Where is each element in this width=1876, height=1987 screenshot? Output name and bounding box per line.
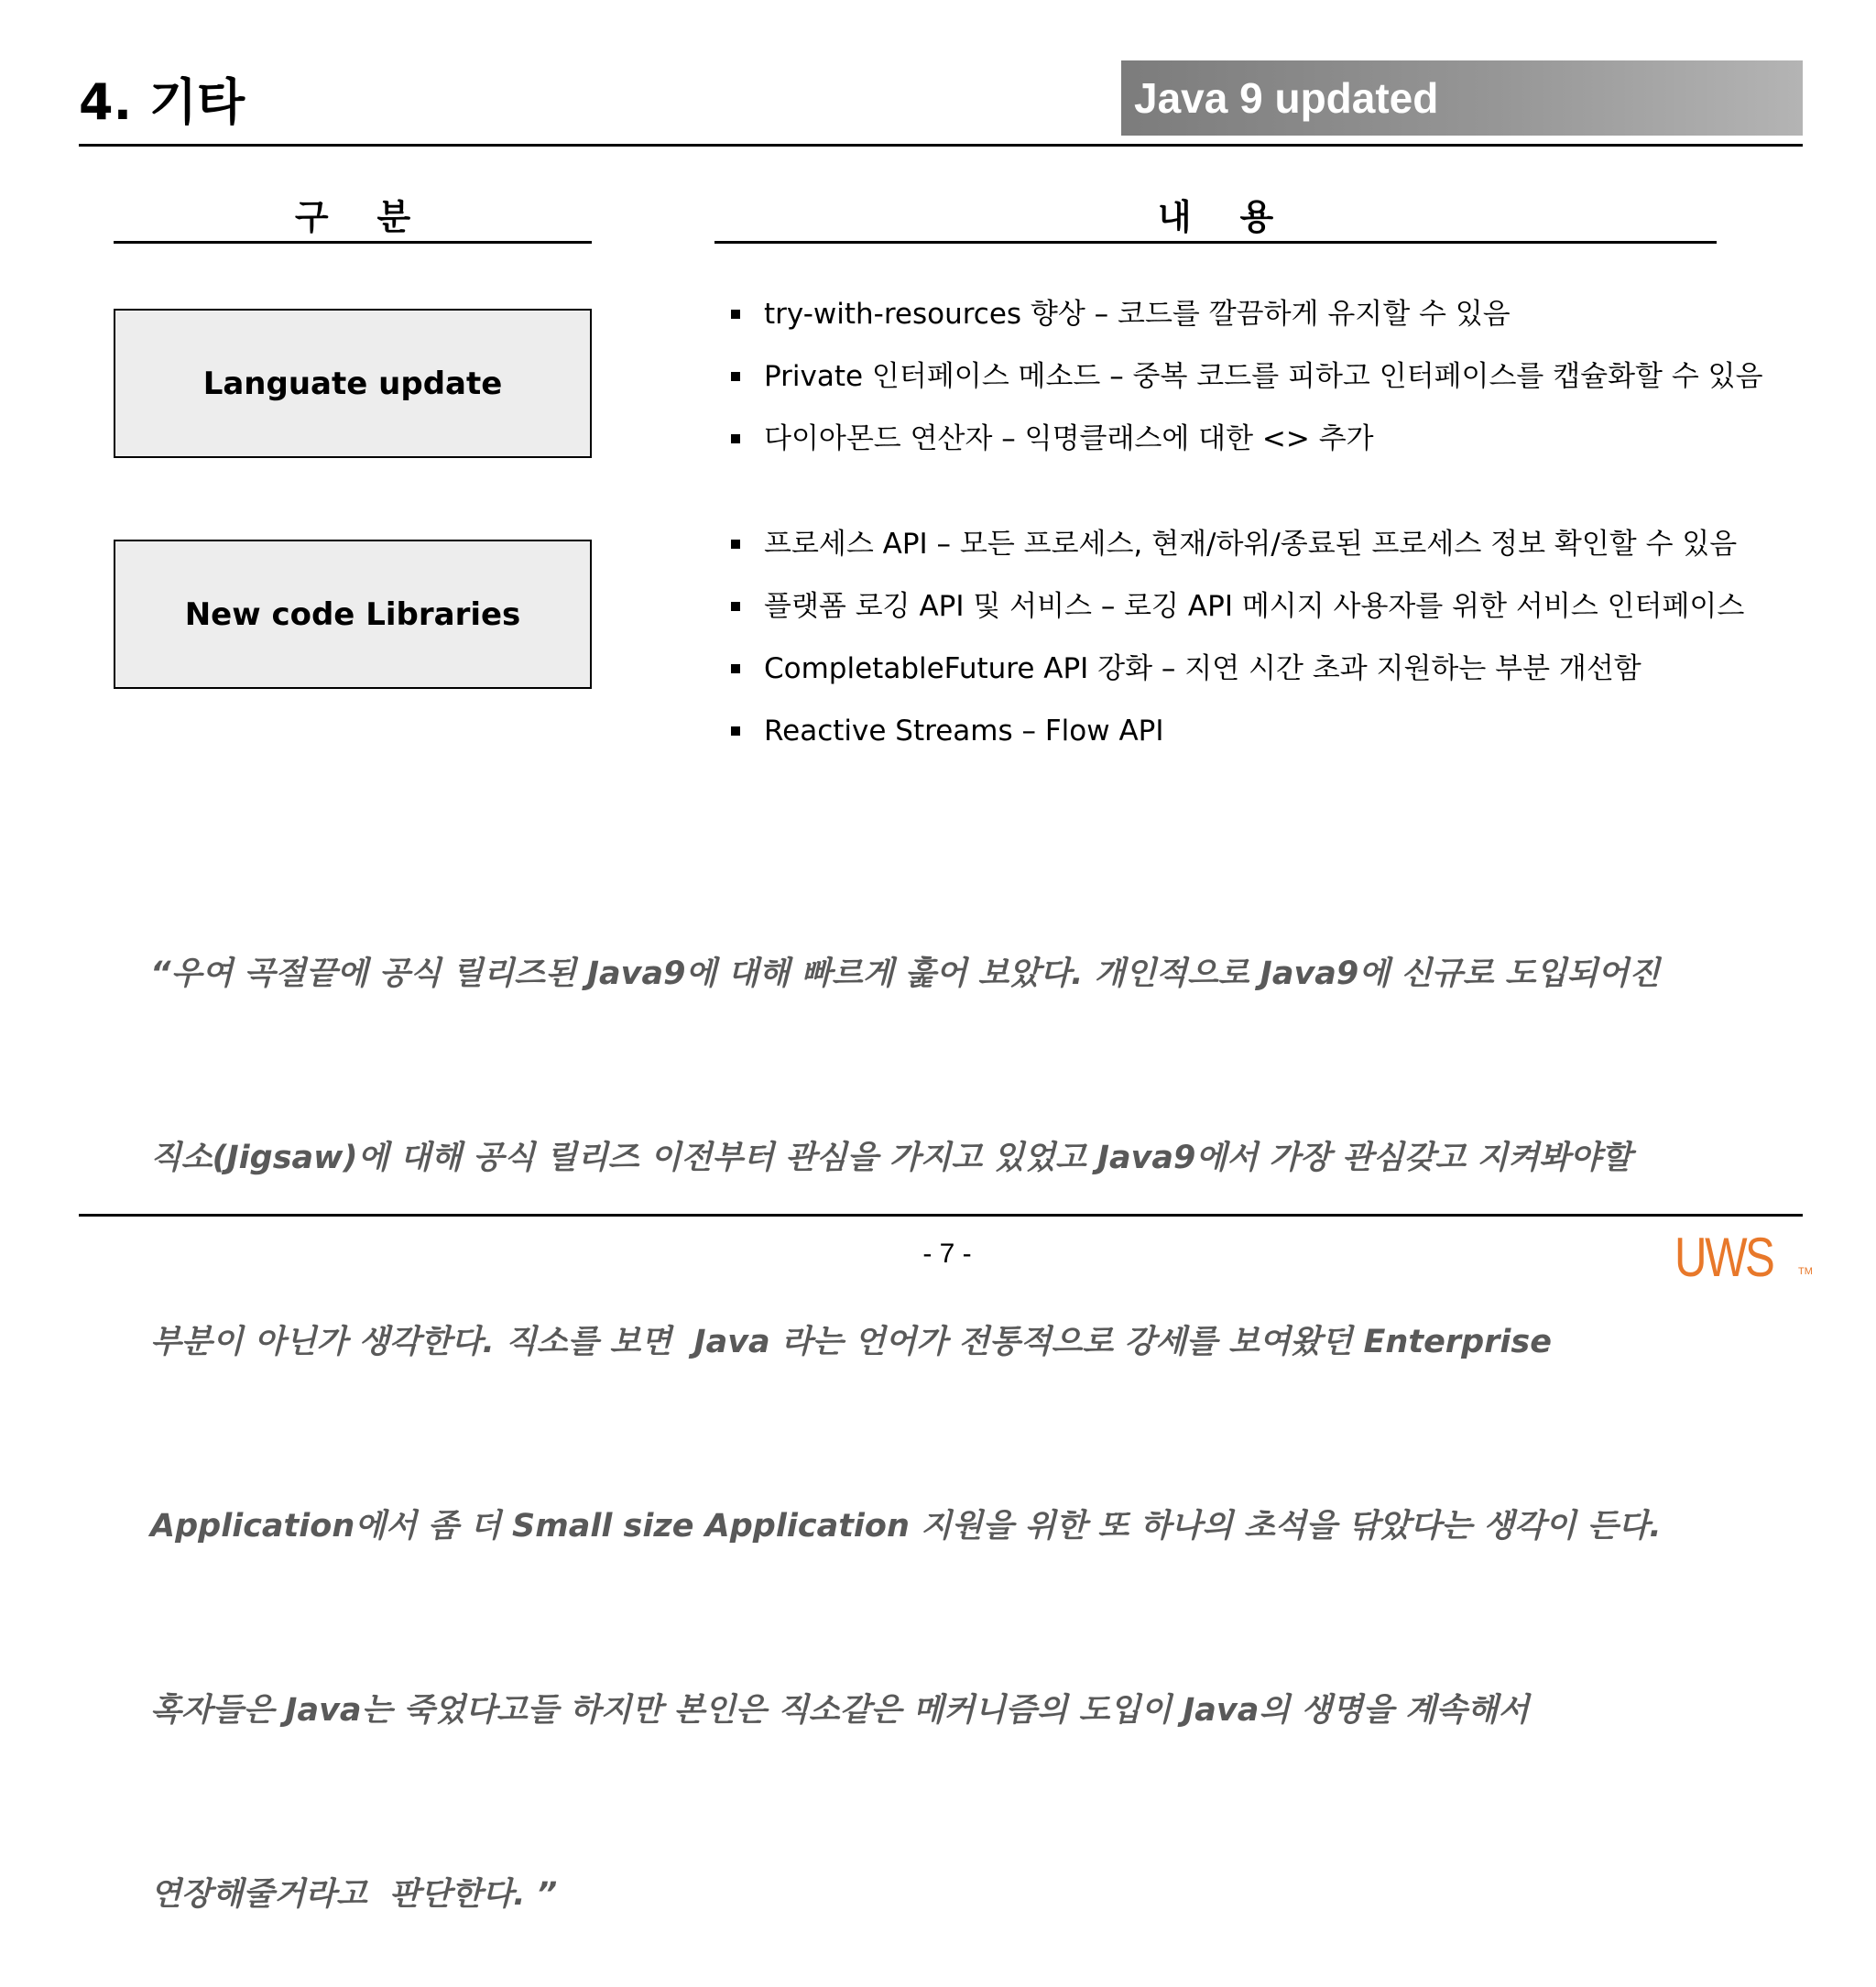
- quote-line: 직소(Jigsaw)에 대해 공식 릴리즈 이전부터 관심을 가지고 있었고 Java9에서 가장 관심갖고 지켜봐야할: [150, 1140, 1632, 1176]
- page-title: 4. 기타: [79, 73, 245, 131]
- square-bullet-icon: [731, 310, 740, 319]
- column-header-category-underline: [114, 241, 592, 244]
- quote-line: 혹자들은 Java는 죽었다고들 하지만 본인은 직소같은 메커니즘의 도입이 Java의 생명을 계속해서: [150, 1692, 1530, 1729]
- square-bullet-icon: [731, 664, 740, 673]
- list-item: CompletableFuture API 강화 – 지연 시간 초과 지원하는 부분 개선함: [729, 638, 1744, 700]
- category-label: Languate update: [202, 365, 503, 402]
- quote-line: 연장해줄거라고 판단한다. ”: [150, 1876, 558, 1913]
- column-header-content: 내 용: [1157, 197, 1274, 237]
- list-item: 프로세스 API – 모든 프로세스, 현재/하위/종료된 프로세스 정보 확인할 수 있음: [729, 513, 1744, 575]
- square-bullet-icon: [731, 434, 740, 443]
- quote-line: 부분이 아닌가 생각한다. 직소를 보면 Java 라는 언어가 전통적으로 강세를 보여왔던 Enterprise: [150, 1324, 1552, 1360]
- category-box-language-update: [114, 309, 592, 458]
- list-item: 다이아몬드 연산자 – 익명클래스에 대한 <> 추가: [729, 408, 1763, 470]
- quote-line: “우여 곡절끝에 공식 릴리즈된 Java9에 대해 빠르게 훑어 보았다. 개인적으로 Java9에 신규로 도입되어진: [150, 955, 1660, 992]
- title-banner: [1121, 60, 1803, 136]
- column-header-content-underline: [714, 241, 1717, 244]
- category-label: New code Libraries: [184, 595, 521, 633]
- uws-logo-trademark: TM: [1798, 1266, 1813, 1277]
- square-bullet-icon: [731, 540, 740, 549]
- square-bullet-icon: [731, 372, 740, 381]
- quote-line: Application에서 좀 더 Small size Application 지원을 위한 또 하나의 초석을 닦았다는 생각이 든다.: [150, 1508, 1662, 1545]
- content-list-language-update: [729, 283, 1763, 470]
- footer-divider: [79, 1214, 1803, 1217]
- title-banner-text: Java 9 updated: [1134, 74, 1439, 122]
- category-box-new-code-libraries: [114, 540, 592, 689]
- column-header-category: 구 분: [294, 197, 411, 237]
- list-item: Reactive Streams – Flow API: [729, 700, 1744, 762]
- square-bullet-icon: [731, 726, 740, 736]
- header-divider: [79, 144, 1803, 147]
- content-list-new-code-libraries: [729, 513, 1744, 762]
- list-item: try-with-resources 향상 – 코드를 깔끔하게 유지할 수 있음: [729, 283, 1763, 345]
- summary-quote: [150, 821, 1799, 1987]
- square-bullet-icon: [731, 602, 740, 611]
- page-number: - 7 -: [922, 1239, 972, 1269]
- list-item: 플랫폼 로깅 API 및 서비스 – 로깅 API 메시지 사용자를 위한 서비스 인터페이스: [729, 575, 1744, 638]
- uws-logo: UWS: [1674, 1227, 1773, 1288]
- list-item: Private 인터페이스 메소드 – 중복 코드를 피하고 인터페이스를 캡슐화할 수 있음: [729, 345, 1763, 408]
